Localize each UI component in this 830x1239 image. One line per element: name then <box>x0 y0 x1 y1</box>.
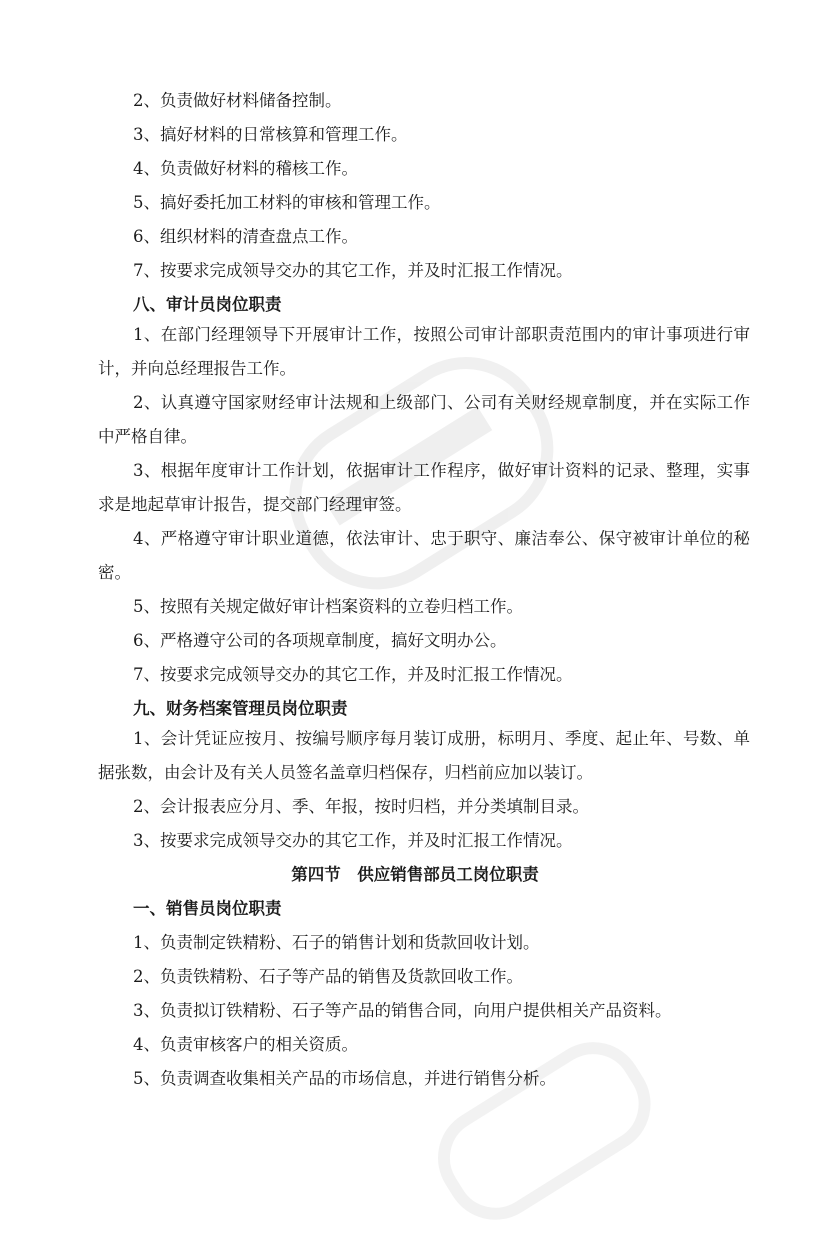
list-item: 7、按要求完成领导交办的其它工作，并及时汇报工作情况。 <box>133 665 573 684</box>
paragraph: 1、会计凭证应按月、按编号顺序每月装订成册，标明月、季度、起止年、号数、单据张数，由会计及有关人员签名盖章归档保存，归档前应加以装订。 <box>98 729 750 782</box>
list-item: 5、负责调查收集相关产品的市场信息，并进行销售分析。 <box>133 1069 556 1088</box>
list-item: 5、按照有关规定做好审计档案资料的立卷归档工作。 <box>133 597 523 616</box>
section-title: 第四节 供应销售部员工岗位职责 <box>291 865 539 884</box>
list-item: 5、搞好委托加工材料的审核和管理工作。 <box>133 193 441 212</box>
list-item: 3、搞好材料的日常核算和管理工作。 <box>133 125 408 144</box>
list-item: 4、负责审核客户的相关资质。 <box>133 1035 358 1054</box>
paragraph: 4、严格遵守审计职业道德，依法审计、忠于职守、廉洁奉公、保守被审计单位的秘密。 <box>98 529 750 582</box>
list-item: 4、负责做好材料的稽核工作。 <box>133 159 358 178</box>
list-item: 2、负责做好材料储备控制。 <box>133 91 342 110</box>
list-item: 7、按要求完成领导交办的其它工作，并及时汇报工作情况。 <box>133 261 573 280</box>
watermark-logo-bottom <box>419 1015 681 1235</box>
list-item: 2、会计报表应分月、季、年报，按时归档，并分类填制目录。 <box>133 797 589 816</box>
paragraph: 2、认真遵守国家财经审计法规和上级部门、公司有关财经规章制度，并在实际工作中严格自律。 <box>98 393 750 446</box>
list-item: 6、组织材料的清查盘点工作。 <box>133 227 358 246</box>
list-item: 6、严格遵守公司的各项规章制度，搞好文明办公。 <box>133 631 507 650</box>
section-heading-auditor: 八、审计员岗位职责 <box>133 295 282 314</box>
section-heading-sales: 一、销售员岗位职责 <box>133 899 282 918</box>
list-item: 3、负责拟订铁精粉、石子等产品的销售合同，向用户提供相关产品资料。 <box>133 1001 672 1020</box>
section-heading-archive: 九、财务档案管理员岗位职责 <box>133 699 348 718</box>
paragraph: 1、在部门经理领导下开展审计工作，按照公司审计部职责范围内的审计事项进行审计，并向总经理报告工作。 <box>98 325 750 378</box>
list-item: 1、负责制定铁精粉、石子的销售计划和货款回收计划。 <box>133 933 540 952</box>
paragraph: 3、根据年度审计工作计划，依据审计工作程序，做好审计资料的记录、整理，实事求是地起草审计报告，提交部门经理审签。 <box>98 461 750 514</box>
list-item: 2、负责铁精粉、石子等产品的销售及货款回收工作。 <box>133 967 523 986</box>
list-item: 3、按要求完成领导交办的其它工作，并及时汇报工作情况。 <box>133 831 573 850</box>
